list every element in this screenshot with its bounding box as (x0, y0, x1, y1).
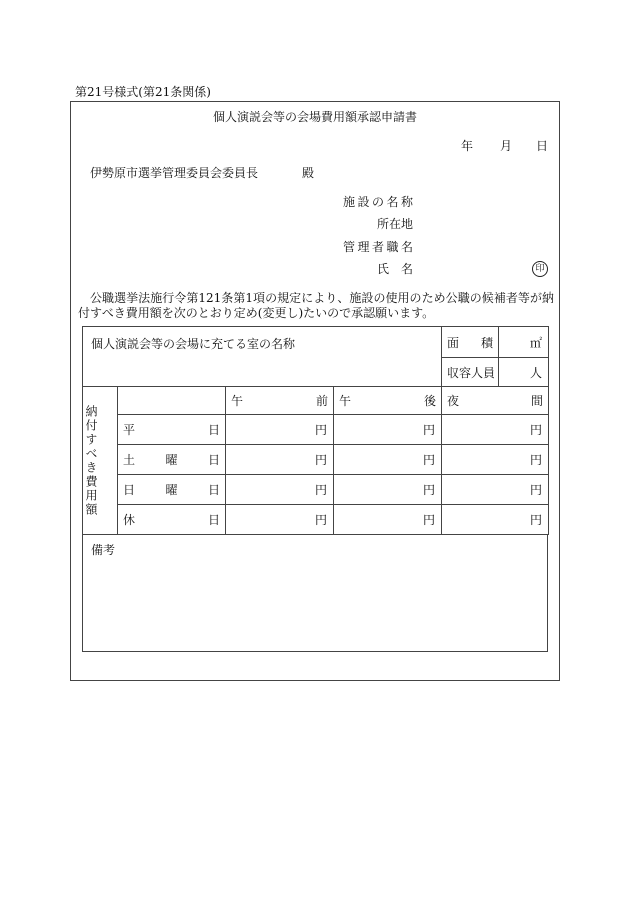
venue-room-cell (83, 327, 442, 387)
date-day-label: 日 (536, 139, 549, 153)
row-label-holiday: 休 日 (118, 505, 226, 535)
fee-vertical-label: 納付すべき費用額 (84, 404, 98, 517)
table-row (83, 505, 549, 535)
honorific: 殿 (302, 166, 315, 180)
yen-cell: 円 (334, 475, 442, 505)
yen-cell: 円 (442, 445, 549, 475)
addressee: 伊勢原市選挙管理委員会委員長 (90, 166, 259, 180)
row-label-saturday: 土 曜 日 (118, 445, 226, 475)
table-row (83, 445, 549, 475)
fee-table (82, 326, 549, 535)
row-label-weekday: 平 日 (118, 415, 226, 445)
col-header-night: 夜 間 (442, 387, 549, 415)
yen-cell: 円 (226, 475, 334, 505)
name-label: 氏名 (377, 262, 413, 276)
form-number-label: 第21号様式(第21条関係) (75, 85, 211, 99)
yen-cell: 円 (442, 475, 549, 505)
body-paragraph: 公職選挙法施行令第121条第1項の規定により、施設の使用のため公職の候補者等が納付すべき費用額を次のとおり定め(変更し)たいので承認願います。 (78, 291, 554, 320)
table-row (83, 415, 549, 445)
col-header-morning: 午 前 (226, 387, 334, 415)
yen-cell: 円 (442, 505, 549, 535)
venue-room-label: 個人演説会等の会場に充てる室の名称 (91, 337, 296, 351)
yen-cell: 円 (334, 445, 442, 475)
fee-vertical-cell (83, 387, 118, 535)
yen-cell: 円 (226, 415, 334, 445)
location-label: 所在地 (377, 217, 414, 231)
area-label-cell (442, 327, 499, 358)
document-title: 個人演説会等の会場費用額承認申請書 (212, 110, 417, 124)
yen-cell: 円 (226, 445, 334, 475)
area-label: 面 積 (447, 335, 493, 350)
yen-cell: 円 (334, 415, 442, 445)
seal-mark: 印 (532, 261, 548, 277)
capacity-label: 収容人員 (442, 358, 499, 387)
capacity-unit: 人 (499, 358, 549, 387)
yen-cell: 円 (442, 415, 549, 445)
header-blank (118, 387, 226, 415)
yen-cell: 円 (226, 505, 334, 535)
row-label-sunday: 日 曜 日 (118, 475, 226, 505)
area-unit: ㎡ (499, 327, 549, 358)
yen-cell: 円 (334, 505, 442, 535)
date-month-label: 月 (500, 139, 513, 153)
col-header-afternoon: 午 後 (334, 387, 442, 415)
facility-name-label: 施設の名称 (343, 195, 413, 209)
manager-title-label: 管理者職名 (343, 240, 413, 254)
remarks-label: 備考 (91, 543, 116, 557)
date-year-label: 年 (461, 139, 474, 153)
remarks-box (82, 534, 548, 652)
table-row (83, 475, 549, 505)
